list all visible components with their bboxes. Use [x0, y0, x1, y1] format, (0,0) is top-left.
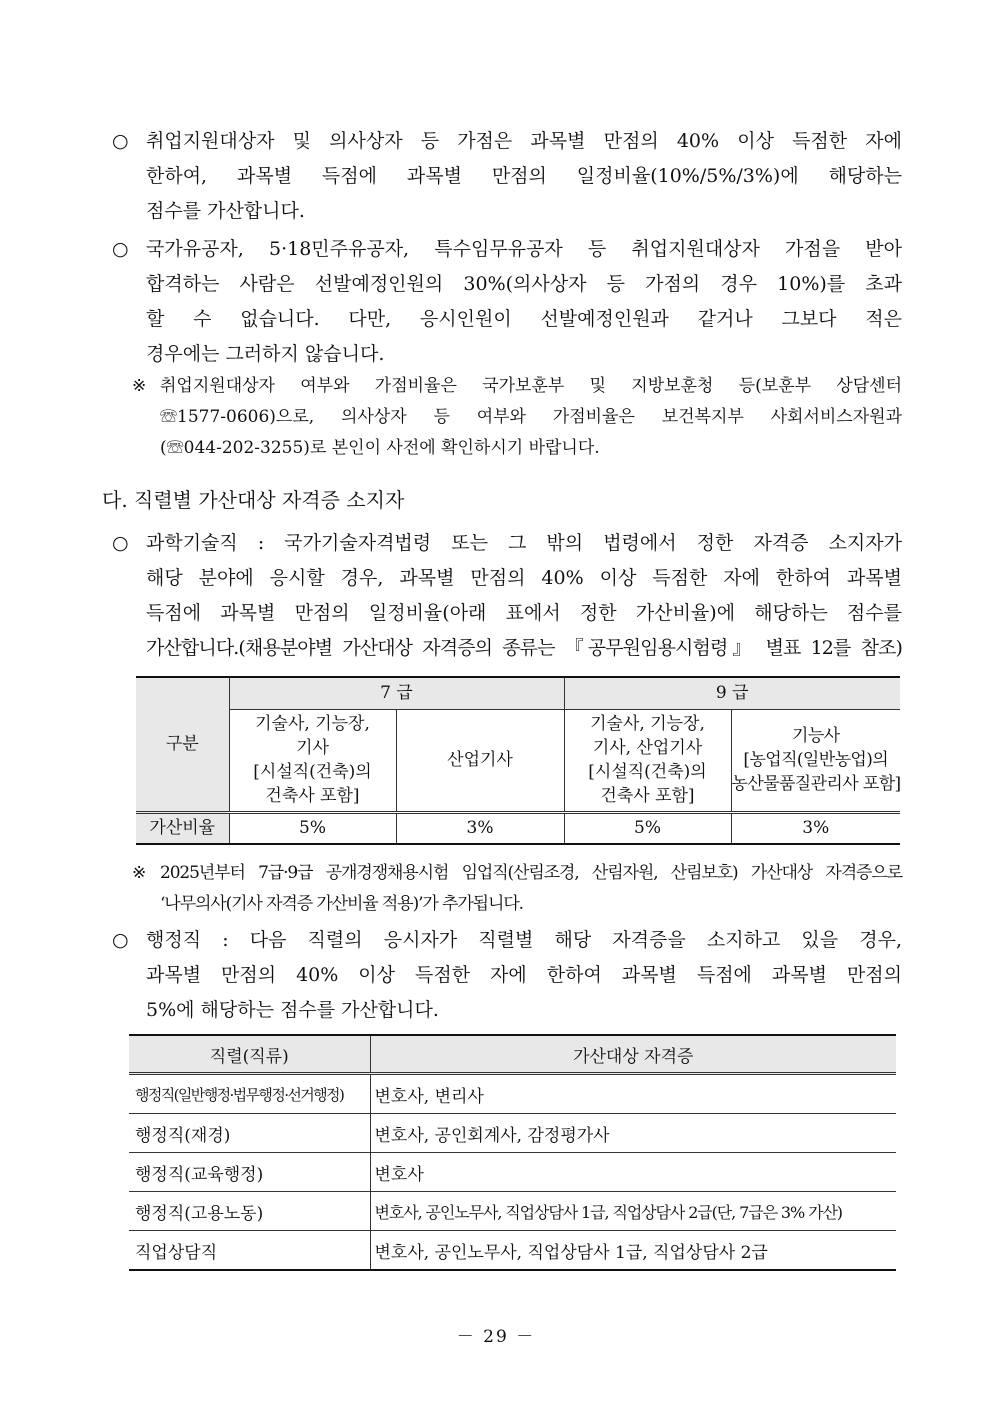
text-line: 한하여, 과목별 득점에 과목별 만점의 일정비율(10%/5%/3%)에 해당하는	[146, 165, 902, 187]
text-line: 경우에는 그러하지 않습니다.	[146, 343, 385, 365]
bonus-points-paragraph	[146, 124, 902, 229]
note-mark: ※	[132, 863, 147, 883]
grade9-craftsman-cell: 기능사 [농업직(일반농업)의 농산물품질관리사 포함]	[731, 709, 900, 812]
column-header-series: 직렬(직류)	[129, 1035, 370, 1074]
text-line: 합격하는 사람은 선발예정인원의 30%(의사상자 등 가점의 경우 10%)를 초과	[146, 273, 902, 295]
text-line: 가산합니다.(채용분야별 가산대상 자격증의 종류는 『공무원임용시험령』 별표 12를 참조)	[146, 637, 902, 659]
table-row: 행정직(재경) 변호사, 공인회계사, 감정평가사	[129, 1114, 896, 1153]
row-header-category: 구분	[136, 677, 229, 812]
rate-value: 5%	[564, 812, 731, 844]
admin-certificate-table	[129, 1034, 896, 1271]
bullet-circle: ○	[112, 532, 129, 554]
table-row: 직업상담직 변호사, 공인노무사, 직업상담사 1급, 직업상담사 2급	[129, 1231, 896, 1271]
bonus-rate-table	[136, 676, 900, 845]
grade7-engineer-cell: 기술사, 기능장, 기사 [시설직(건축)의 건축사 포함]	[229, 709, 396, 812]
text-line: 국가유공자, 5·18민주유공자, 특수임무유공자 등 취업지원대상자 가점을 받아	[146, 238, 902, 260]
rate-value: 3%	[731, 812, 900, 844]
text-line: 취업지원대상자 및 의사상자 등 가점은 과목별 만점의 40% 이상 득점한 자에	[146, 130, 902, 152]
text-line: 과목별 만점의 40% 이상 득점한 자에 한하여 과목별 득점에 과목별 만점의	[146, 964, 902, 986]
admin-paragraph	[146, 923, 902, 1028]
text-line: 2025년부터 7급·9급 공개경쟁채용시험 임업직(산림조경, 산림자원, 산림보호) 가산대상 자격증으로	[160, 863, 902, 883]
rate-value: 5%	[229, 812, 396, 844]
note-mark: ※	[132, 376, 147, 396]
bullet-circle: ○	[112, 130, 129, 152]
text-line: ☏1577-0606)으로, 의사상자 등 여부와 가점비율은 보건복지부 사회서비스자원과	[160, 407, 902, 427]
text-line: 행정직 : 다음 직렬의 응시자가 직렬별 해당 자격증을 소지하고 있을 경우,	[146, 929, 902, 951]
text-line: (☏044-202-3255)로 본인이 사전에 확인하시기 바랍니다.	[160, 438, 600, 458]
text-line: ‘나무의사(기사 자격증 가산비율 적용)’가 추가됩니다.	[160, 894, 523, 914]
rate-label: 가산비율	[136, 812, 229, 844]
contact-note	[160, 371, 902, 464]
science-paragraph	[146, 526, 902, 666]
grade-7-header: 7 급	[229, 677, 564, 709]
limit-paragraph	[146, 232, 902, 372]
grade-9-header: 9 급	[564, 677, 900, 709]
bullet-circle: ○	[112, 929, 129, 951]
table-row: 행정직(고용노동) 변호사, 공인노무사, 직업상담사 1급, 직업상담사 2급(단, 7급은 3% 가산)	[129, 1192, 896, 1231]
table-row: 행정직(일반행정·법무행정·선거행정) 변호사, 변리사	[129, 1074, 896, 1114]
grade9-engineer-cell: 기술사, 기능장, 기사, 산업기사 [시설직(건축)의 건축사 포함]	[564, 709, 731, 812]
text-line: 해당 분야에 응시할 경우, 과목별 만점의 40% 이상 득점한 자에 한하여 과목별	[146, 567, 902, 589]
text-line: 점수를 가산합니다.	[146, 200, 305, 222]
rate-value: 3%	[396, 812, 564, 844]
page-number: － 29 －	[456, 1327, 536, 1347]
text-line: 할 수 없습니다. 다만, 응시인원이 선발예정인원과 같거나 그보다 적은	[146, 308, 902, 330]
table-row: 행정직(교육행정) 변호사	[129, 1153, 896, 1192]
text-line: 과학기술직 : 국가기술자격법령 또는 그 밖의 법령에서 정한 자격증 소지자가	[146, 532, 902, 554]
grade7-industrial-cell: 산업기사	[396, 709, 564, 812]
forestry-note	[160, 858, 902, 920]
text-line: 득점에 과목별 만점의 일정비율(아래 표에서 정한 가산비율)에 해당하는 점수를	[146, 602, 902, 624]
bullet-circle: ○	[112, 238, 129, 260]
text-line: 취업지원대상자 여부와 가점비율은 국가보훈부 및 지방보훈청 등(보훈부 상담센터	[160, 376, 902, 396]
text-line: 5%에 해당하는 점수를 가산합니다.	[146, 999, 439, 1021]
section-heading: 다. 직렬별 가산대상 자격증 소지자	[102, 488, 405, 512]
column-header-certificate: 가산대상 자격증	[370, 1035, 896, 1074]
